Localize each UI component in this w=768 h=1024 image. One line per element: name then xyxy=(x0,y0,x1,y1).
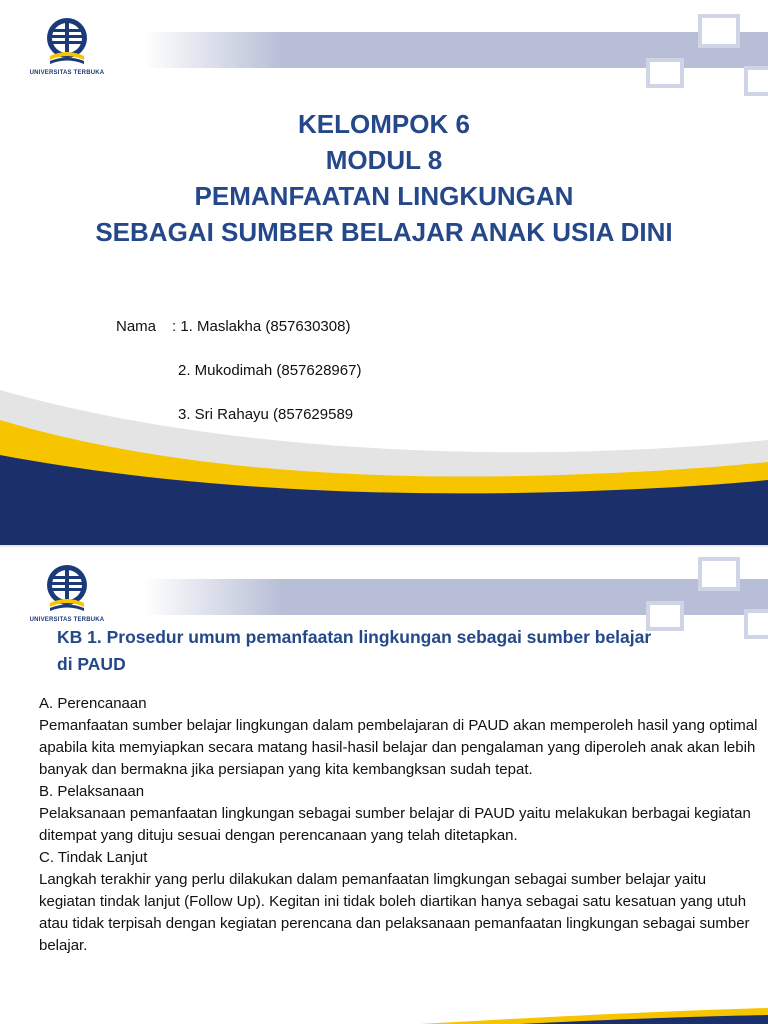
logo-text: UNIVERSITAS TERBUKA xyxy=(29,617,105,623)
logo-emblem-icon xyxy=(26,14,108,70)
paragraph-perencanaan: Pemanfaatan sumber belajar lingkungan dalam pembelajaran di PAUD akan memperoleh hasil yang optimal apabila kita memyiapkan secara matang hasil-hasil belajar dan pengalaman yang diperoleh anak akan lebih banyak dan bermakna jika persiapan yang kita kembangksan sudah tepat. xyxy=(39,717,758,778)
decor-square xyxy=(744,609,768,639)
footer-wave xyxy=(0,360,768,545)
title-line: SEBAGAI SUMBER BELAJAR ANAK USIA DINI xyxy=(95,217,673,247)
decor-square xyxy=(698,557,740,591)
decor-square xyxy=(744,66,768,96)
heading-line: KB 1. Prosedur umum pemanfaatan lingkungan sebagai sumber belajar xyxy=(57,627,652,647)
section-heading xyxy=(57,624,717,678)
title-line: PEMANFAATAN LINGKUNGAN xyxy=(194,181,574,211)
slide-content xyxy=(0,547,768,1024)
member-item: 3. Sri Rahayu (857629589 xyxy=(178,406,354,423)
paragraph-pelaksanaan: Pelaksanaan pemanfaatan lingkungan sebagai sumber belajar di PAUD yaitu melakukan berbagai kegiatan ditempat yang dituju sesuai dengan perencanaan yang telah ditetapkan. xyxy=(39,805,751,844)
heading-line: di PAUD xyxy=(57,654,126,674)
header-band-fade xyxy=(144,579,284,615)
names-label: Nama xyxy=(116,318,157,335)
member-item: : 1. Maslakha (857630308) xyxy=(172,318,351,335)
paragraph-tindak-lanjut: Langkah terakhir yang perlu dilakukan dalam pemanfaatan limgkungan sebagai sumber belajar yaitu kegiatan tindak lanjut (Follow Up). Kegitan ini tidak boleh diartikan hanya sebagai satu kesatuan yang utuh atau tidak terpisah dengan kegiatan perencana dan pelaksanaan pemanfaatan lingkungan sebagai sumber belajar. xyxy=(39,871,750,954)
footer-wave xyxy=(0,1004,768,1024)
header-band-fade xyxy=(144,32,284,68)
member-item: 2. Mukodimah (857628967) xyxy=(178,362,362,379)
section-body xyxy=(39,693,759,957)
subheading-tindak-lanjut: C. Tindak Lanjut xyxy=(39,849,148,866)
logo-text: UNIVERSITAS TERBUKA xyxy=(29,70,105,76)
universitas-terbuka-logo xyxy=(26,561,108,631)
decor-square xyxy=(646,58,684,88)
decor-square xyxy=(698,14,740,48)
logo-emblem-icon xyxy=(26,561,108,617)
subheading-pelaksanaan: B. Pelaksanaan xyxy=(39,783,145,800)
slide-title-text xyxy=(0,106,768,250)
subheading-perencanaan: A. Perencanaan xyxy=(39,695,147,712)
universitas-terbuka-logo xyxy=(26,14,108,84)
title-line: KELOMPOK 6 xyxy=(298,109,470,139)
title-line: MODUL 8 xyxy=(325,145,443,175)
